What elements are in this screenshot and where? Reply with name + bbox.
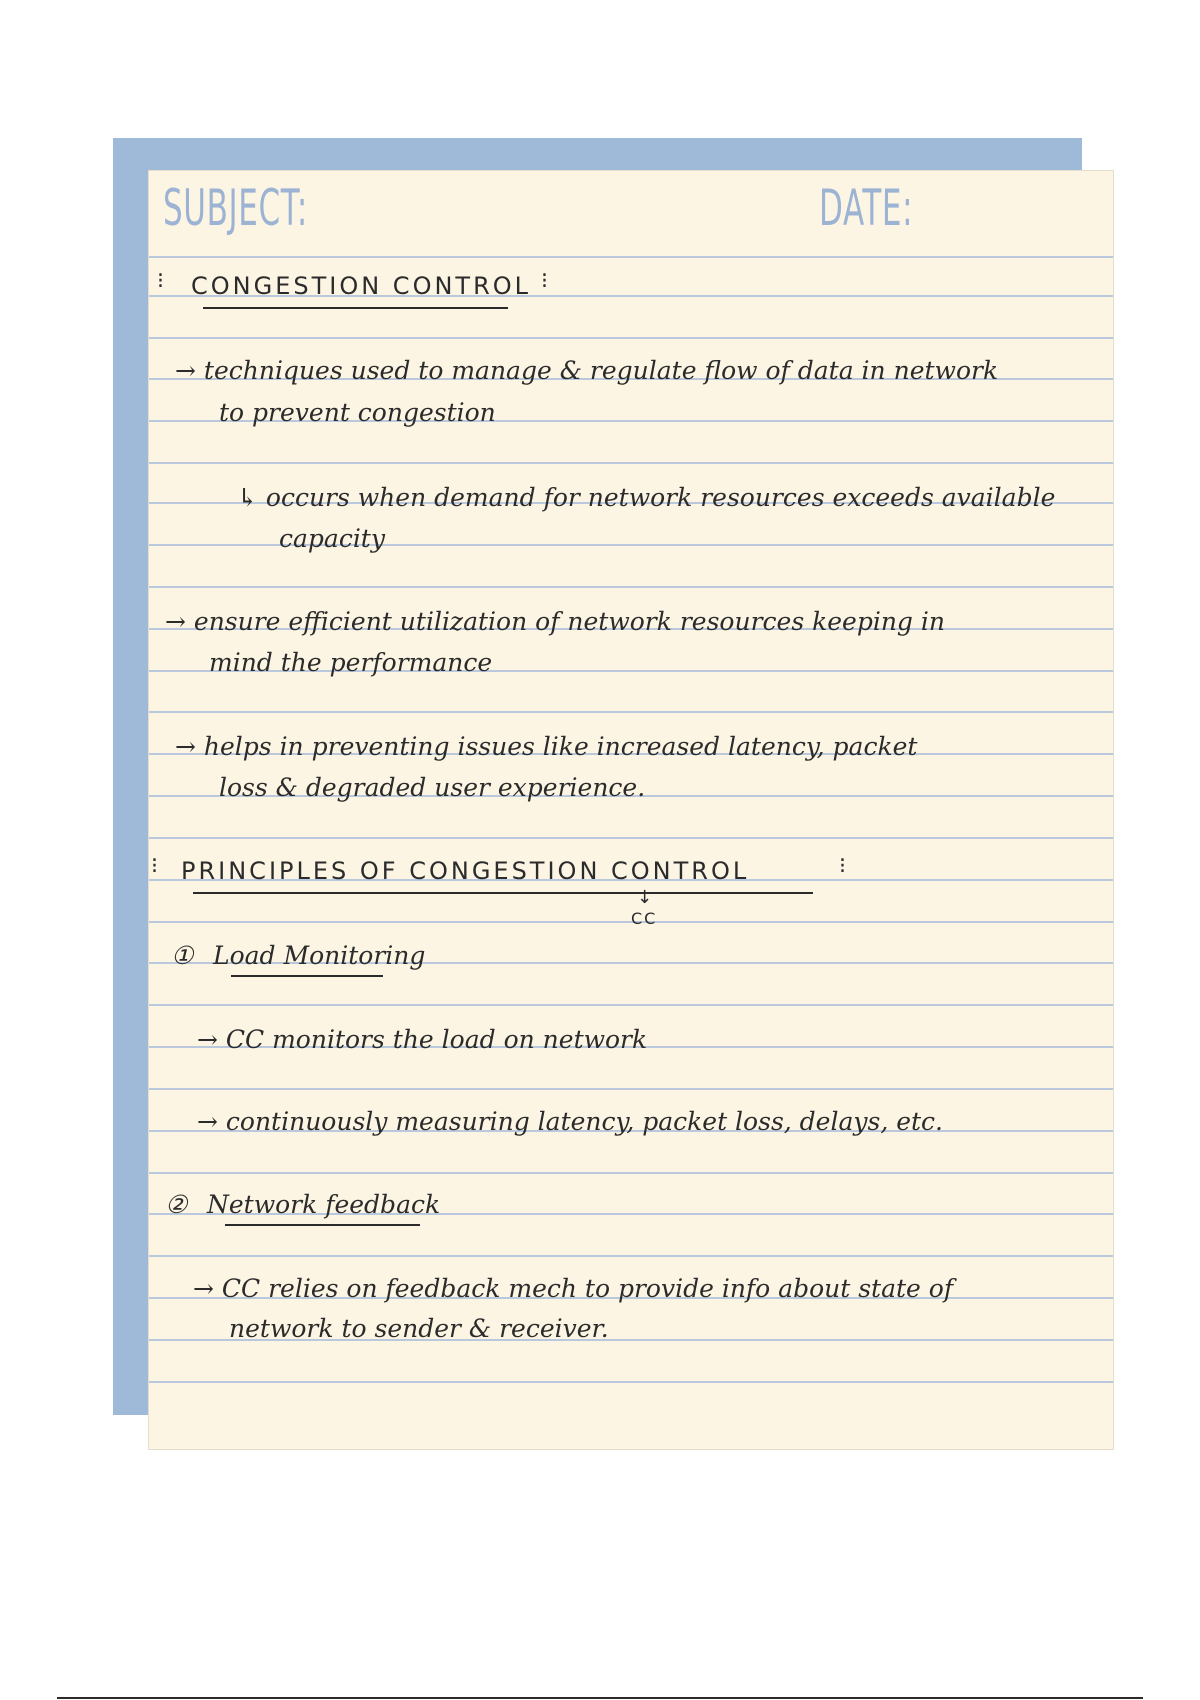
title-underline: [203, 307, 508, 309]
note-line: mind the performance: [209, 648, 493, 677]
note-line: ↳ occurs when demand for network resources exceeds available: [237, 483, 1056, 512]
down-arrow-icon: ↓: [637, 887, 653, 908]
ruled-line: [149, 1381, 1113, 1383]
notepad-page: [148, 170, 1114, 1450]
subject-label: SUBJECT:: [163, 179, 308, 237]
note-line: to prevent congestion: [219, 398, 496, 427]
section-title-principles: PRINCIPLES OF CONGESTION CONTROL: [181, 857, 750, 885]
note-line: → continuously measuring latency, packet loss, delays, etc.: [197, 1107, 943, 1136]
ruled-line: [149, 1004, 1113, 1006]
ruled-line: [149, 462, 1113, 464]
note-line: → CC monitors the load on network: [197, 1025, 648, 1054]
heading-marker-right: ⁝: [541, 269, 548, 294]
note-line: → helps in preventing issues like increased latency, packet: [175, 732, 918, 761]
point-heading-load-monitoring: Load Monitoring: [213, 941, 426, 970]
note-line: → ensure efficient utilization of network resources keeping in: [165, 607, 945, 636]
ruled-line: [149, 1088, 1113, 1090]
point-number: ①: [171, 941, 194, 970]
heading-marker-right: ⁝: [839, 854, 846, 879]
heading-underline: [231, 975, 383, 977]
page-bottom-divider: [57, 1697, 1143, 1699]
note-line: → techniques used to manage & regulate flow of data in network: [175, 356, 999, 385]
ruled-line: [149, 1172, 1113, 1174]
date-label: DATE:: [819, 179, 914, 237]
abbreviation-note: CC: [631, 909, 658, 928]
point-heading-network-feedback: Network feedback: [207, 1190, 441, 1219]
ruled-line: [149, 337, 1113, 339]
ruled-line: [149, 256, 1113, 258]
ruled-line: [149, 837, 1113, 839]
note-line: → CC relies on feedback mech to provide info about state of: [193, 1274, 954, 1303]
ruled-line: [149, 1255, 1113, 1257]
section-title-congestion-control: CONGESTION CONTROL: [191, 272, 532, 300]
heading-marker-left: ⁝: [151, 854, 158, 879]
heading-underline: [225, 1224, 420, 1226]
ruled-line: [149, 586, 1113, 588]
ruled-line: [149, 711, 1113, 713]
point-number: ②: [165, 1190, 188, 1219]
note-line: capacity: [279, 524, 385, 553]
title-underline: [193, 892, 813, 894]
note-line: network to sender & receiver.: [229, 1314, 609, 1343]
note-line: loss & degraded user experience.: [219, 773, 646, 802]
heading-marker-left: ⁝: [157, 269, 164, 294]
